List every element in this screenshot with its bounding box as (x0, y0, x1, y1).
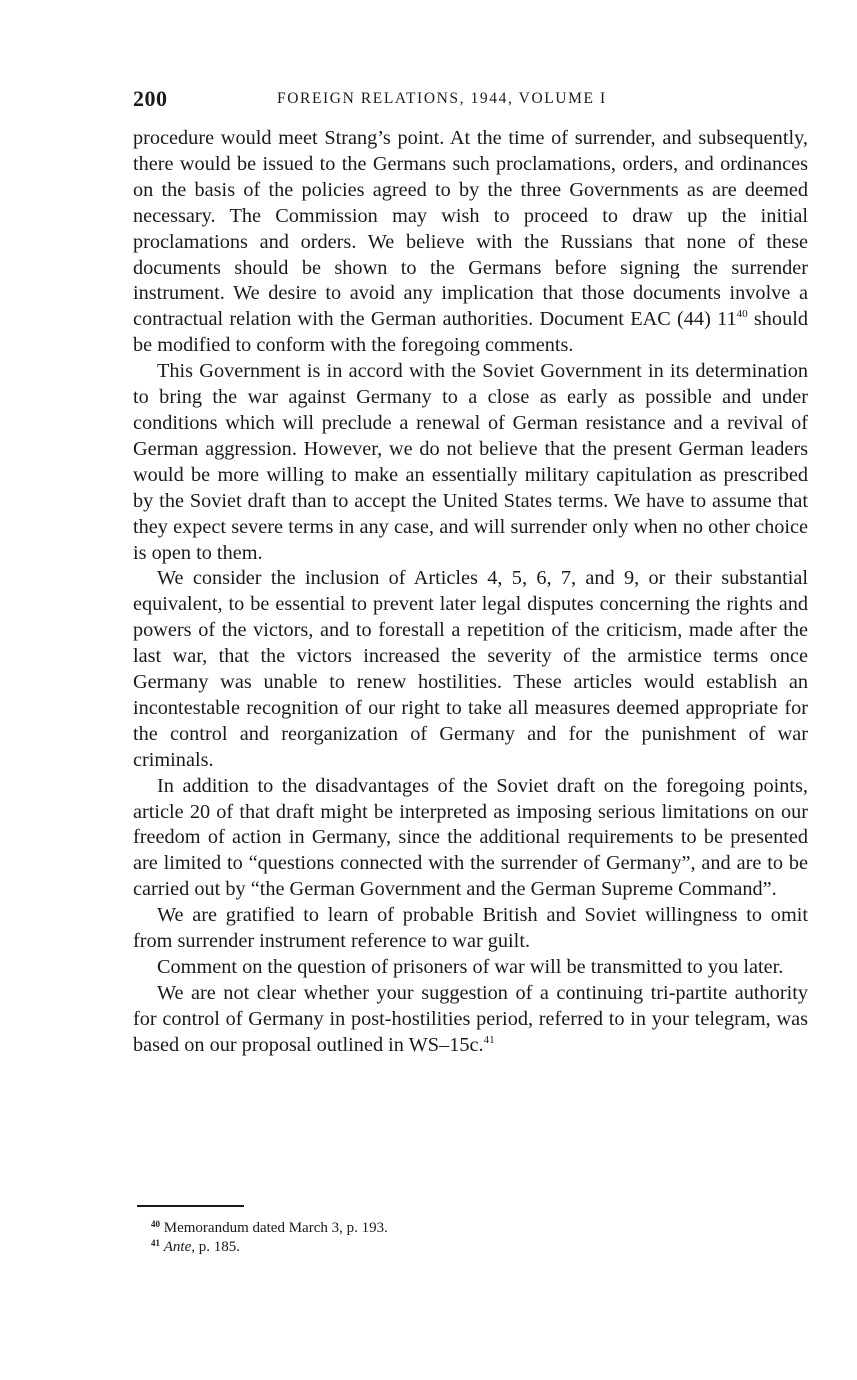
footnotes (151, 1219, 791, 1256)
footnote-40 (151, 1219, 791, 1238)
paragraph: Comment on the question of prisoners of war will be transmitted to you later. (157, 956, 784, 978)
footnote-italic: Ante, (163, 1238, 195, 1255)
footnote-divider (137, 1205, 244, 1207)
page-number: 200 (133, 86, 168, 111)
body-text (133, 126, 808, 1059)
footnote-mark: 41 (151, 1237, 160, 1248)
paragraph-continuation (133, 126, 808, 359)
paragraph: In addition to the disadvantages of the Soviet draft on the foregoing points, article 20 of that draft might be interpreted as imposing serious limitations on our freedom of action in Germany, since the additional requirements to be presented are limited to “questions connected with the surrender of Germany”, and are to be carried out by “the German Government and the German Supreme Command”. (133, 774, 808, 901)
paragraph-text: procedure would meet Strang’s point. At the time of surrender, and subsequently, there would be issued to the Germans such proclamations, orders, and ordinances on the basis of the policies agreed to by the three Governments as are deemed necessary. The Commission may wish to proceed to draw up the initial proclamations and orders. We believe with the Russians that none of these documents should be shown to the Germans before signing the surrender instrument. We desire to avoid any implication that those documents involve a contractual relation with the German authorities. Document EAC (44) 11 (133, 127, 808, 331)
paragraph: We are gratified to learn of probable British and Soviet willingness to omit from surrender instrument reference to war guilt. (133, 904, 808, 953)
paragraph (133, 981, 808, 1059)
paragraph-text: We are not clear whether your suggestion of a continuing tri-partite authority for control of Germany in post-hostilities period, referred to in your telegram, was based on our proposal outlined in WS–15c. (133, 981, 808, 1056)
running-title: FOREIGN RELATIONS, 1944, VOLUME I (277, 90, 607, 107)
footnote-text: Memorandum dated March 3, p. 193. (163, 1220, 388, 1236)
footnote-ref-41: 41 (483, 1033, 495, 1046)
footnote-text: p. 185. (195, 1238, 240, 1255)
running-head (133, 86, 808, 114)
paragraph: We consider the inclusion of Articles 4, 5, 6, 7, and 9, or their substantial equivalent, to be essential to prevent later legal disputes concerning the rights and powers of the victors, and to forestall a repetition of the criticism, made after the last war, that the victors increased the severity of the armistice terms once Germany was unable to renew hostilities. These articles would establish an incontestable recognition of our right to take all measures deemed appropriate for the control and reorganization of Germany and for the punishment of war criminals. (133, 567, 808, 771)
paragraph: This Government is in accord with the Soviet Government in its determination to bring the war against Germany to a close as early as possible and under conditions which will preclude a renewal of German resistance and a revival of German aggression. However, we do not believe that the present German leaders would be more willing to make an essentially military capitulation as prescribed by the Soviet draft than to accept the United States terms. We have to assume that they expect severe terms in any case, and will surrender only when no other choice is open to them. (133, 360, 808, 564)
footnote-41 (151, 1238, 791, 1257)
footnote-ref-40: 40 (736, 308, 748, 321)
footnote-mark: 40 (151, 1219, 160, 1229)
paragraph-text: should be modified to conform with the foregoing comments. (133, 308, 808, 357)
